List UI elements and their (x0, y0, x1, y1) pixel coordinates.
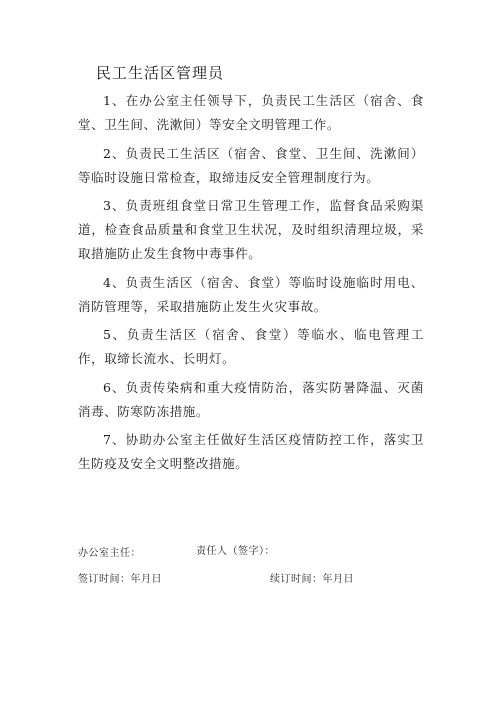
document-title: 民工生活区管理员 (96, 64, 225, 82)
duty-clause-2: 2、负责民工生活区（宿舍、食堂、卫生间、洗漱间）等临时设施日常检查，取缔违反安全管理制度行为。 (78, 145, 424, 185)
signing-date-label: 签订时间：年月日 (78, 574, 162, 585)
renewal-date-label: 续订时间：年月日 (270, 574, 354, 585)
duty-clause-7: 7、协助办公室主任做好生活区疫情防控工作，落实卫生防疫及安全文明整改措施。 (78, 432, 424, 471)
office-director-label: 办公室主任： (78, 548, 141, 559)
responsible-person-signature-label: 责任人（签字）： (196, 546, 275, 557)
duty-clause-6: 6、负责传染病和重大疫情防治，落实防暑降温、灭菌消毒、防寒防冻措施。 (78, 379, 424, 419)
duty-clause-4: 4、负责生活区（宿舍、食堂）等临时设施临时用电、消防管理等，采取措施防止发生火灾事故。 (78, 274, 424, 314)
duty-clause-1: 1、在办公室主任领导下，负责民工生活区（宿舍、食堂、卫生间、洗漱间）等安全文明管理工作。 (78, 93, 424, 132)
duty-clauses (78, 89, 424, 481)
duty-clause-5: 5、负责生活区（宿舍、食堂）等临水、临电管理工作，取缔长流水、长明灯。 (78, 327, 424, 366)
duty-clause-3: 3、负责班组食堂日常卫生管理工作，监督食品采购渠道，检查食品质量和食堂卫生状况，及时组织清理垃圾，采取措施防止发生食物中毒事件。 (78, 198, 424, 261)
